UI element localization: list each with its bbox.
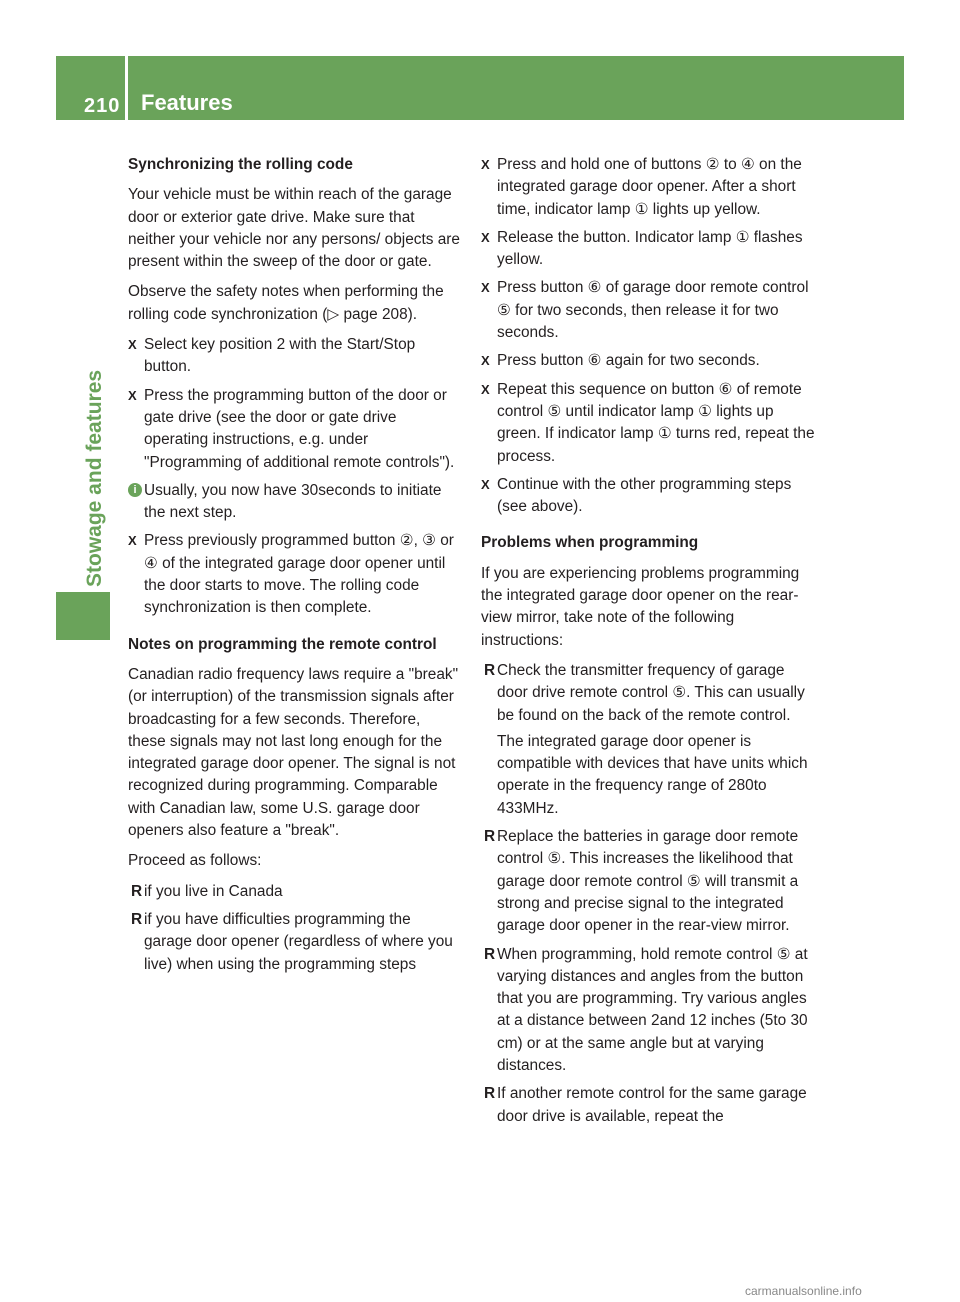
side-tab-marker [56, 592, 110, 640]
step-item: X Press button ⑥ again for two seconds. [481, 350, 815, 372]
step-marker-icon: X [481, 353, 490, 369]
watermark: carmanualsonline.info [745, 1284, 862, 1298]
bullet-marker: R [131, 910, 143, 928]
info-icon: i [128, 483, 142, 497]
problems-paragraph: If you are experiencing problems programming the integrated garage door opener on the rear-view mirror, take note of the following instructions: [481, 564, 800, 649]
list-item: R if you live in Canada [128, 881, 462, 903]
header-divider [125, 56, 128, 120]
info-note: i Usually, you now have 30seconds to initiate the next step. [128, 480, 462, 525]
step-item: X Press button ⑥ of garage door remote control ⑤ for two seconds, then release it for two seconds. [481, 279, 809, 342]
sync-paragraph-2: Observe the safety notes when performing the rolling code synchronization (▷ page 208). [128, 283, 444, 323]
step-marker-icon: X [481, 381, 490, 397]
step-marker-icon: X [481, 229, 490, 245]
bullet-marker: R [484, 1085, 496, 1103]
step-item: X Repeat this sequence on button ⑥ of remote control ⑤ until indicator lamp ① lights up green. If indicator lamp ① turns red, repeat the process. [481, 380, 815, 465]
bullet-marker: R [484, 828, 496, 846]
step-item: X Press previously programmed button ②, ③ or ④ of the integrated garage door opener until the door starts to move. The rolling code synchronization is then complete. [128, 532, 454, 617]
bullet-marker: R [484, 661, 496, 679]
step-item: X Release the button. Indicator lamp ① flashes yellow. [481, 228, 803, 269]
step-marker-icon: X [128, 387, 137, 403]
notes-heading: Notes on programming the remote control [128, 635, 437, 653]
right-column [481, 154, 815, 1134]
step-marker-icon: X [128, 337, 137, 353]
list-item: R if you have difficulties programming the garage door opener (regardless of where you live) when using the programming steps [131, 910, 453, 973]
bullet-marker: R [484, 945, 496, 963]
list-item: R When programming, hold remote control ⑤ at varying distances and angles from the button that you are programming. Try various angles at a distance between 2and 12 inches (5to 30 cm) or at the same angle but at varying distances. [484, 945, 808, 1074]
left-column [128, 154, 462, 982]
step-marker-icon: X [481, 476, 490, 492]
sync-paragraph-1: Your vehicle must be within reach of the garage door or exterior gate drive. Make sure that neither your vehicle nor any persons/ objects are present within the sweep of the door or gate. [128, 186, 460, 271]
notes-paragraph-2: Proceed as follows: [128, 852, 262, 870]
step-marker-icon: X [481, 157, 490, 172]
side-tab-label: Stowage and features [83, 369, 106, 587]
step-item: X Press the programming button of the door or gate drive (see the door or gate drive operating instructions, e.g. under "Programming of additional remote controls"). [128, 386, 455, 471]
step-marker-icon: X [481, 280, 490, 296]
list-item: R If another remote control for the same garage door drive is available, repeat the [484, 1085, 807, 1125]
step-marker-icon: X [128, 533, 137, 549]
notes-paragraph-1: Canadian radio frequency laws require a "break" (or interruption) of the transmission signals after broadcasting for a few seconds. Therefore, these signals may not last long enough for the integrated garage door opener. The signal is not recognized during programming. Comparable with Canadian law, some U.S. garage door openers also feature a "break". [128, 665, 459, 840]
step-item: X Select key position 2 with the Start/Stop button. [128, 336, 416, 376]
bullet-marker: R [131, 882, 143, 900]
sync-heading: Synchronizing the rolling code [128, 156, 353, 173]
section-title: Features [141, 90, 233, 115]
list-item: R Check the transmitter frequency of garage door drive remote control ⑤. This can usually be found on the back of the remote control. The integrated garage door opener is compatible with devices that have units which operate in the frequency range of 280to 433MHz. [484, 661, 808, 817]
step-item: X Continue with the other programming steps (see above). [481, 475, 792, 516]
page-number: 210 [84, 95, 121, 117]
step-item: X Press and hold one of buttons ② to ④ on the integrated garage door opener. After a short time, indicator lamp ① lights up yellow. [481, 156, 802, 218]
list-item: R Replace the batteries in garage door remote control ⑤. This increases the likelihood that garage door remote control ⑤ will transmit a strong and precise signal to the integrated garage door opener in the rear-view mirror. [484, 828, 799, 935]
problems-heading: Problems when programming [481, 534, 699, 552]
